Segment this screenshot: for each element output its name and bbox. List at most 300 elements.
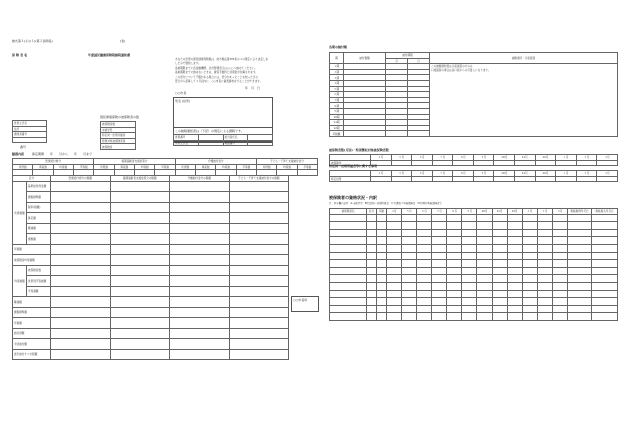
month: ９月 (473, 171, 494, 177)
cell (110, 349, 170, 360)
detail-table (12, 175, 289, 360)
month: ７月 (432, 171, 453, 177)
col-head: 月 (386, 58, 408, 64)
cell (522, 222, 537, 230)
col-head: 資産割 (195, 164, 215, 170)
mayor-name: ○○市長 (175, 91, 187, 95)
col-head: 年齢 (377, 209, 387, 215)
cell (537, 214, 552, 222)
cell (568, 267, 592, 275)
month: ３月 (597, 171, 618, 177)
cell (522, 305, 537, 313)
row-label: 課税標準額 (27, 192, 51, 203)
member-row (330, 305, 618, 313)
cell (477, 282, 492, 290)
member-row (330, 267, 618, 275)
col-head: 納付税額 (344, 53, 386, 64)
cell (462, 260, 477, 268)
cell (367, 222, 377, 230)
cell (592, 313, 618, 321)
cell (367, 290, 377, 298)
form-side: (表) (120, 39, 126, 43)
cell (387, 244, 402, 252)
cell (592, 222, 618, 230)
row-label: 課税額 (27, 234, 51, 245)
notice-line: あなたの世帯の国民健康保険税は、地方税法第703条の４の規定により決定しま (175, 58, 269, 61)
cell (377, 260, 387, 268)
cell (51, 255, 111, 266)
row-label: 軽減額 (13, 297, 51, 308)
cell (522, 237, 537, 245)
cell (592, 305, 618, 313)
cell (330, 282, 367, 290)
cell (592, 282, 618, 290)
notice-text (175, 58, 268, 84)
cell (552, 275, 567, 283)
cell (377, 237, 387, 245)
cell (402, 313, 417, 321)
cell (522, 275, 537, 283)
cell (477, 244, 492, 252)
cell (229, 213, 289, 224)
cell (515, 160, 536, 166)
member-row (330, 244, 618, 252)
period: ７期 (330, 97, 344, 103)
cell (51, 234, 111, 245)
cell (110, 328, 170, 339)
member-row (330, 298, 618, 306)
cell (377, 214, 387, 222)
cell (507, 229, 522, 237)
cell (367, 229, 377, 237)
cell (229, 339, 289, 350)
cell (552, 260, 567, 268)
cell (552, 267, 567, 275)
cell (477, 305, 492, 313)
member-row (330, 214, 618, 222)
cell (507, 244, 522, 252)
cell (568, 305, 592, 313)
cell (170, 223, 230, 234)
period: 10期 (330, 114, 344, 120)
cell (417, 252, 432, 260)
cell (447, 275, 462, 283)
cell (477, 298, 492, 306)
address-title: 宛名 (住所) (175, 99, 191, 103)
cell (432, 160, 453, 166)
col-head: 所得割 (13, 164, 33, 170)
cell (377, 267, 387, 275)
cell (387, 267, 402, 275)
cell (377, 222, 387, 230)
cell (507, 252, 522, 260)
month: ２月 (576, 155, 597, 161)
cell (170, 213, 230, 224)
cell (494, 160, 515, 166)
id-label: 番号 (20, 145, 27, 149)
col-head: 医療給付費分の税額 (51, 176, 111, 182)
cell (367, 275, 377, 283)
cell (576, 160, 597, 166)
cell (110, 192, 170, 203)
cell (377, 244, 387, 252)
notice-line: 翌日から起算して３月以内に、○○市長に審査請求をすることができます。 (175, 80, 263, 84)
cell (537, 298, 552, 306)
cell (110, 286, 170, 297)
monthly-title: 被保険者数(月別)・特別徴収対象被保険者数 (329, 148, 389, 152)
cell (477, 267, 492, 275)
cell (377, 252, 387, 260)
cell (492, 305, 507, 313)
row-group: 均等割額 (13, 265, 27, 297)
cell: 特例対象被保険者等 (101, 138, 136, 144)
cell (110, 297, 170, 308)
cell (170, 349, 230, 360)
cell (387, 229, 402, 237)
cell (453, 160, 474, 166)
member-row (330, 275, 618, 283)
cell (522, 290, 537, 298)
cell (417, 313, 432, 321)
col-head: 所得割 (175, 164, 195, 170)
summary-table (12, 158, 318, 176)
cell (367, 260, 377, 268)
cell (51, 265, 111, 276)
cell (447, 313, 462, 321)
cell (447, 260, 462, 268)
col-head: 均等割 (277, 164, 297, 170)
cell (568, 229, 592, 237)
month: 11月 (515, 171, 536, 177)
cell (402, 290, 417, 298)
members-table (329, 208, 618, 321)
cell (377, 282, 387, 290)
cell (522, 313, 537, 321)
cell (568, 298, 592, 306)
cell (492, 229, 507, 237)
cell (568, 244, 592, 252)
row-label: 被保険者数 (27, 265, 51, 276)
period: １期 (330, 64, 344, 70)
cell (592, 275, 618, 283)
cell (229, 234, 289, 245)
cell (473, 160, 494, 166)
member-row (330, 260, 618, 268)
cell: 特定同一世帯所属者 (101, 133, 136, 139)
cell (170, 265, 230, 276)
period: 年税額 (330, 131, 344, 137)
cell (387, 298, 402, 306)
cell (507, 222, 522, 230)
col-head: 所得割 (256, 164, 276, 170)
cell (367, 252, 377, 260)
cell (367, 244, 377, 252)
group-head: 介護納付金分 (175, 159, 256, 165)
cell (110, 255, 170, 266)
cell (432, 298, 447, 306)
cell (568, 237, 592, 245)
cell (402, 275, 417, 283)
col-head: 所得割 (94, 164, 114, 170)
cell (229, 265, 289, 276)
summary-note: 算定期間 年 月から 年 月まで (32, 152, 93, 156)
cell (51, 181, 111, 192)
cell (417, 244, 432, 252)
cell (462, 267, 477, 275)
cell (229, 202, 289, 213)
month: 11月 (515, 155, 536, 161)
cell (462, 229, 477, 237)
row-label: 納付済額 (13, 328, 51, 339)
cell (477, 229, 492, 237)
cell (229, 255, 289, 266)
stamp-box (291, 296, 319, 312)
row-label: 特定世帯 (330, 176, 371, 182)
cell (492, 260, 507, 268)
cell (229, 223, 289, 234)
cell (402, 298, 417, 306)
col-head: ２月 (537, 209, 552, 215)
cell (412, 160, 433, 166)
month: ６月 (412, 171, 433, 177)
cell (592, 237, 618, 245)
period: ５期 (330, 86, 344, 92)
period: ４期 (330, 80, 344, 86)
cell: 未就学児 (101, 127, 136, 133)
col-head: 均等割 (53, 164, 73, 170)
cell (432, 267, 447, 275)
cell (556, 176, 577, 182)
cell (330, 229, 367, 237)
col-head: ９月 (462, 209, 477, 215)
cell (391, 176, 412, 182)
col-head: 日 (408, 58, 430, 64)
row-label: 年税額 (13, 244, 51, 255)
month: 12月 (535, 171, 556, 177)
cell (417, 275, 432, 283)
member-row (330, 222, 618, 230)
cell (402, 244, 417, 252)
cell (522, 260, 537, 268)
cell (229, 328, 289, 339)
cell (447, 282, 462, 290)
cell (110, 276, 170, 287)
cell (507, 260, 522, 268)
col-head: 平等割 (73, 164, 93, 170)
row-label: 軽減額 (27, 223, 51, 234)
cell (377, 275, 387, 283)
cell (537, 244, 552, 252)
cell (417, 282, 432, 290)
cell (537, 290, 552, 298)
insured-count-title: 国民健康保険の被保険者の数 (100, 115, 140, 119)
cell: 電話番号 (223, 140, 248, 146)
cell (568, 313, 592, 321)
cell (447, 305, 462, 313)
cell (367, 298, 377, 306)
cell (417, 305, 432, 313)
row-label: 課税標準額 (13, 307, 51, 318)
group-head: 後期高齢者支援金等分 (94, 159, 175, 165)
cell (507, 313, 522, 321)
col-head: 納付期限 (386, 53, 430, 59)
cell (229, 307, 289, 318)
cell: 世帯番号 (174, 135, 199, 141)
cell (170, 307, 230, 318)
cell (432, 282, 447, 290)
cell (110, 223, 170, 234)
cell (477, 214, 492, 222)
insurer-name: 保 険 者 名 (12, 53, 28, 57)
cell (453, 176, 474, 182)
cell (367, 237, 377, 245)
schedule-table (329, 52, 618, 137)
cell (417, 229, 432, 237)
col-head: 期 (330, 53, 344, 64)
cell (522, 267, 537, 275)
cell (386, 131, 408, 137)
cell (552, 282, 567, 290)
col-head: ８月 (447, 209, 462, 215)
schedule-note: 口座振替の場合は各口座からの引落しになります。 (431, 69, 491, 73)
row-label: 基準総所得金額 (27, 181, 51, 192)
period: ３期 (330, 75, 344, 81)
cell (330, 267, 367, 275)
cell (432, 290, 447, 298)
cell (535, 176, 556, 182)
period: ２期 (330, 69, 344, 75)
month: ５月 (391, 171, 412, 177)
cell (387, 214, 402, 222)
cell (110, 339, 170, 350)
cell (462, 252, 477, 260)
cell (552, 313, 567, 321)
member-row (330, 252, 618, 260)
cell (537, 260, 552, 268)
cell (492, 298, 507, 306)
cell (408, 131, 430, 137)
cell (402, 214, 417, 222)
cell (417, 267, 432, 275)
cell (402, 282, 417, 290)
cell (592, 267, 618, 275)
cell (13, 137, 47, 143)
cell (330, 260, 367, 268)
col-head: 平等割 (297, 164, 317, 170)
cell (568, 275, 592, 283)
schedule-note: この納税通知書は口座振替の方のみ (431, 65, 473, 69)
col-head: ７月 (432, 209, 447, 215)
cell (507, 267, 522, 275)
cell (110, 244, 170, 255)
col-head: 納税場所・口座振替 (430, 53, 618, 64)
cell (592, 298, 618, 306)
cell (330, 290, 367, 298)
cell (447, 222, 462, 230)
issue-date: 年 月 日 (245, 86, 261, 90)
cell (387, 290, 402, 298)
members-note: 注 区分欄の記号 A:未就学児 B:特定同一世帯所属者 C:介護第２号被保険者 D:特例対象被保険者等 (329, 202, 442, 205)
cell (170, 181, 230, 192)
cell (170, 234, 230, 245)
month: ６月 (412, 155, 433, 161)
period: ６期 (330, 92, 344, 98)
month: ４月 (371, 171, 392, 177)
cell (492, 282, 507, 290)
cell (522, 229, 537, 237)
cell (552, 244, 567, 252)
col-head: 均等割 (216, 164, 236, 170)
cell (507, 298, 522, 306)
cell (417, 214, 432, 222)
row-group: 所得割額 (13, 181, 27, 244)
insured-count-table (100, 121, 136, 150)
col-head: 10月 (477, 209, 492, 215)
group-head: 子ども・子育て支援納付金分 (256, 159, 317, 165)
cell (330, 244, 367, 252)
cell (537, 237, 552, 245)
cell (537, 222, 552, 230)
cell (387, 260, 402, 268)
cell (537, 252, 552, 260)
cell (537, 229, 552, 237)
period: 11期 (330, 120, 344, 126)
cell (412, 176, 433, 182)
col-head: 区分 (367, 209, 377, 215)
cell (417, 290, 432, 298)
cell (402, 267, 417, 275)
period: 12期 (330, 125, 344, 131)
cell (51, 202, 111, 213)
cell (170, 286, 230, 297)
cell (432, 176, 453, 182)
cell (402, 222, 417, 230)
col-head: 資産割 (114, 164, 134, 170)
cell (51, 286, 111, 297)
cell (492, 275, 507, 283)
cell (537, 267, 552, 275)
notice-line: この処分について不服がある場合には、処分があったことを知った日の (175, 75, 258, 79)
cell: 世帯主氏名 (174, 140, 199, 146)
cell (507, 275, 522, 283)
month: ９月 (473, 155, 494, 161)
month: ３月 (597, 155, 618, 161)
cell (367, 313, 377, 321)
col-head: 後期高齢者支援金等分の税額 (110, 176, 170, 182)
col-head: 子ども・子育て支援納付金分の税額 (229, 176, 289, 182)
cell (477, 252, 492, 260)
members-title: 被保険者の資格状況・内訳 (329, 195, 377, 200)
cell: 世帯主氏名 (13, 121, 47, 127)
cell (552, 305, 567, 313)
cell (576, 176, 597, 182)
cell (447, 267, 462, 275)
cell: 被保険者数 (101, 122, 136, 128)
cell (447, 244, 462, 252)
member-row (330, 237, 618, 245)
form-number: 様式第１(その１)(第２条関係) (12, 39, 53, 43)
cell (492, 313, 507, 321)
cell (371, 176, 392, 182)
cell (432, 214, 447, 222)
elderly-table (329, 170, 618, 182)
col-head: ３月 (552, 209, 567, 215)
cell (387, 282, 402, 290)
notice-title: 年度国民健康保険税納税通知書 (88, 53, 131, 57)
cell (522, 252, 537, 260)
cell (367, 305, 377, 313)
cell: 被保険者 (101, 144, 136, 150)
